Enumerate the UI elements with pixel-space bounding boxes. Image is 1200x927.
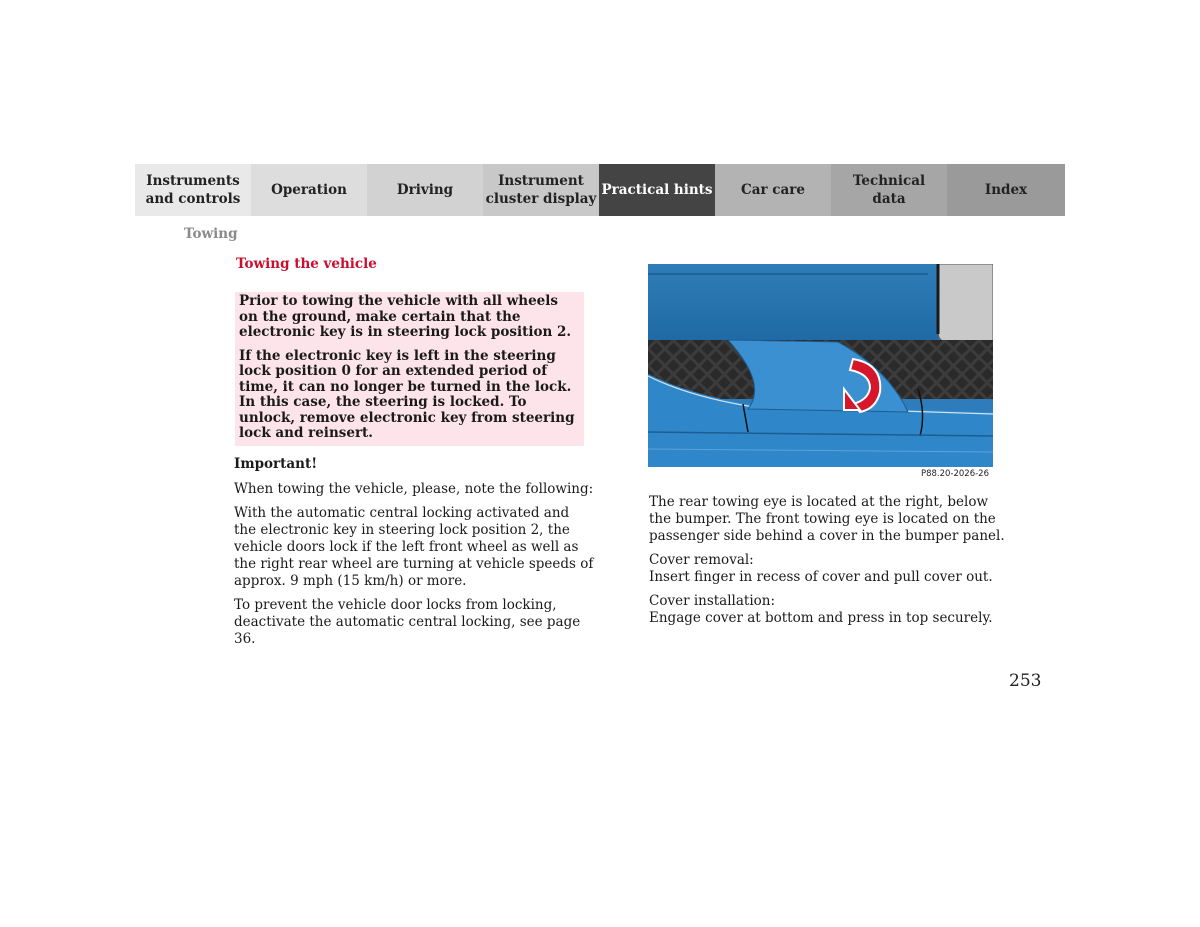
cover-installation [649, 593, 1009, 627]
section-label: Towing [184, 226, 238, 242]
tab-index[interactable]: Index [947, 164, 1065, 216]
tab-car-care[interactable]: Car care [715, 164, 831, 216]
warning-paragraph-1: Prior to towing the vehicle with all wheels on the ground, make certain that the electronic key is in steering lock position 2. [239, 293, 572, 340]
tab-driving[interactable]: Driving [367, 164, 483, 216]
bumper-illustration [648, 264, 993, 480]
important-label: Important! [234, 456, 318, 472]
tab-practical-hints[interactable]: Practical hints [599, 164, 715, 216]
cover-install-title: Cover installation: [649, 593, 776, 609]
left-body-text [234, 481, 594, 655]
warning-paragraph-2: If the electronic key is left in the steering lock position 0 for an extended period of time, it can no longer be turned in the lock. In this case, the steering is locked. To unlock, remove electronic key from steering lock and reinsert. [239, 347, 575, 441]
tab-operation[interactable]: Operation [251, 164, 367, 216]
warning-box [235, 292, 584, 446]
right-body-text [649, 494, 1009, 634]
left-paragraph-2: With the automatic central locking activated and the electronic key in steering lock position 2, the vehicle doors lock if the left front wheel as well as the right rear wheel are turning at vehicle speeds of approx. 9 mph (15 km/h) or more. [234, 505, 594, 589]
left-paragraph-1: When towing the vehicle, please, note the following: [234, 481, 594, 497]
cover-removal-title: Cover removal: [649, 552, 754, 568]
tab-instrument-cluster-display[interactable]: Instrument cluster display [483, 164, 599, 216]
cover-removal-text: Insert finger in recess of cover and pull cover out. [649, 569, 993, 585]
right-paragraph-1: The rear towing eye is located at the right, below the bumper. The front towing eye is located on the passenger side behind a cover in the bumper panel. [649, 494, 1005, 544]
cover-removal [649, 552, 1009, 586]
page-number: 253 [1009, 671, 1042, 691]
towing-eye-illustration [648, 264, 993, 480]
page-heading: Towing the vehicle [236, 256, 377, 272]
chapter-tabs [135, 164, 1065, 216]
tab-technical-data[interactable]: Technical data [831, 164, 947, 216]
left-paragraph-3: To prevent the vehicle door locks from locking, deactivate the automatic central locking, see page 36. [234, 597, 581, 647]
cover-install-text: Engage cover at bottom and press in top securely. [649, 610, 993, 626]
figure-code: P88.20-2026-26 [920, 469, 989, 479]
tab-instruments-and-controls[interactable]: Instruments and controls [135, 164, 251, 216]
